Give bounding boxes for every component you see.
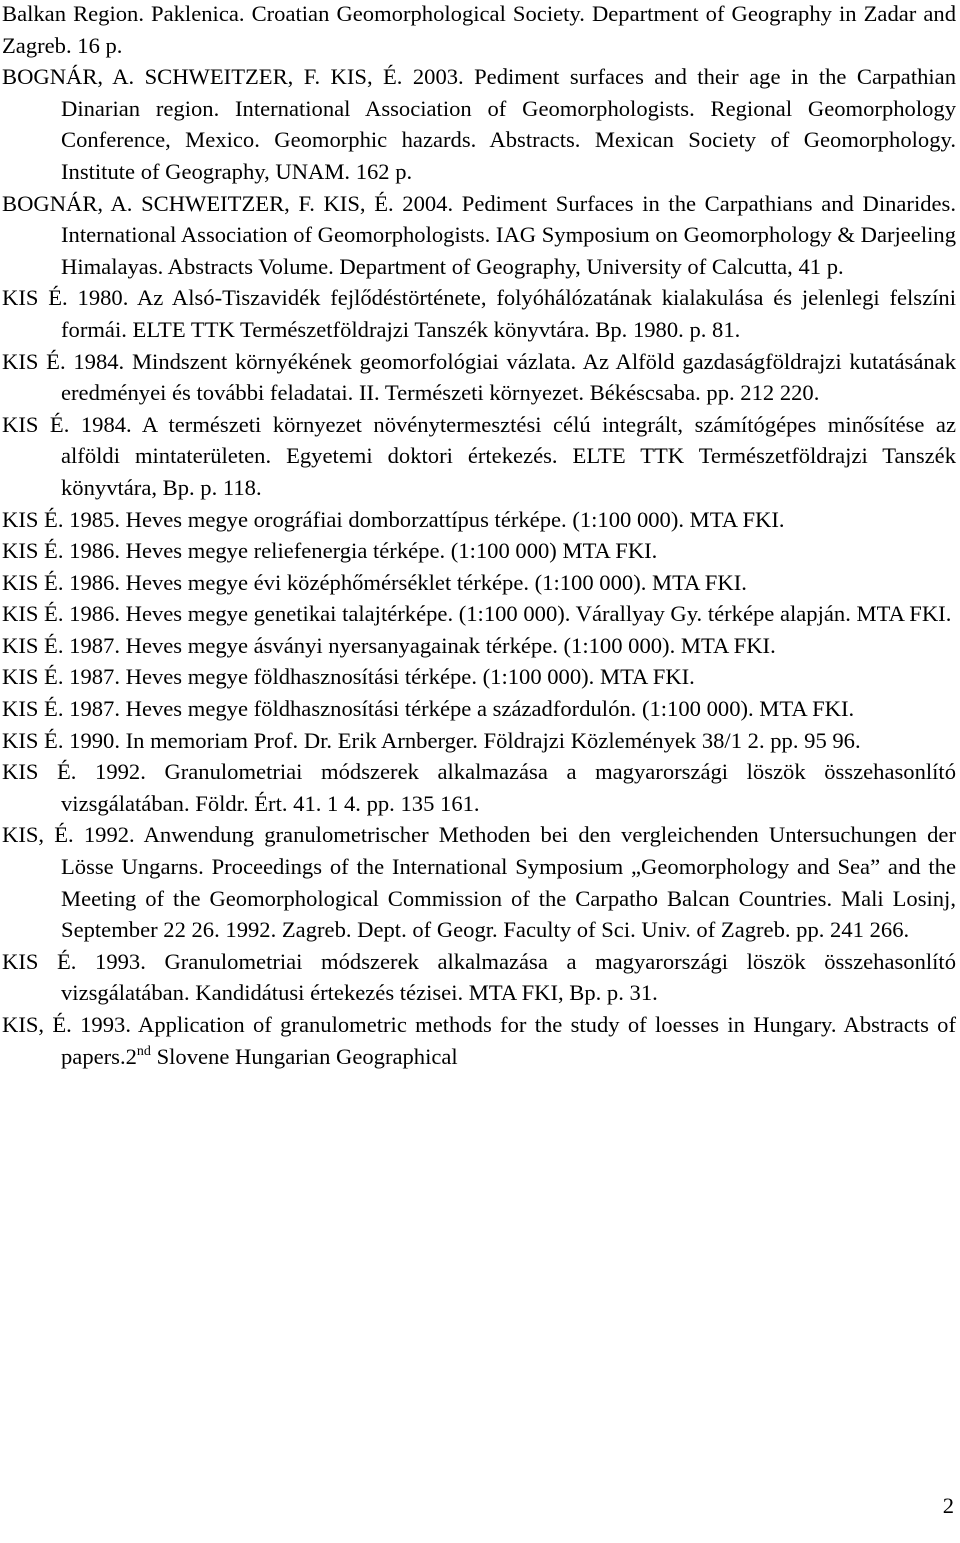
reference-item: KIS É. 1986. Heves megye évi középhőmérséklet térképe. (1:100 000). MTA FKI. [2, 569, 747, 595]
page-number: 2 [942, 1493, 954, 1518]
reference-text: KIS, É. 1993. Application of granulometric methods for the study of loesses in Hungary. Abstracts of papers.2 [2, 1012, 956, 1069]
reference-item: KIS, É. 1992. Anwendung granulometrischer Methoden bei den vergleichenden Untersuchungen der Lösse Ungarns. Proceedings of the International Symposium „Geomorphology and Sea” and the Meeting of the Geomorphological Commission of the Carpatho Balcan Countries. Mali Losinj, September 22 26. 1992. Zagreb. Dept. of Geogr. Faculty of Sci. Univ. of Zagreb. pp. 241 266. [2, 822, 956, 943]
reference-item: KIS É. 1992. Granulometriai módszerek alkalmazása a magyarországi löszök összehasonlító vizsgálatában. Földr. Ért. 41. 1 4. pp. 135 161. [2, 759, 956, 816]
reference-item: KIS É. 1987. Heves megye földhasznosítási térképe. (1:100 000). MTA FKI. [2, 664, 695, 690]
reference-list [2, 0, 956, 1072]
reference-item: KIS É. 1984. A természeti környezet növénytermesztési célú integrált, számítógépes minősítése az alföldi mintaterületen. Egyetemi doktori értekezés. ELTE TTK Természetföldrajzi Tanszék könyvtára, Bp. p. 118. [2, 411, 956, 500]
reference-item: BOGNÁR, A. SCHWEITZER, F. KIS, É. 2004. Pediment Surfaces in the Carpathians and Dinarides. International Association of Geomorphologists. IAG Symposium on Geomorphology & Darjeeling Himalayas. Abstracts Volume. Department of Geography, University of Calcutta, 41 p. [2, 190, 956, 279]
reference-item: Balkan Region. Paklenica. Croatian Geomorphological Society. Department of Geography in Zadar and Zagreb. 16 p. [2, 1, 956, 58]
reference-item: KIS É. 1984. Mindszent környékének geomorfológiai vázlata. Az Alföld gazdaságföldrajzi kutatásának eredményei és további feladatai. II. Természeti környezet. Békéscsaba. pp. 212 220. [2, 348, 956, 406]
reference-item: KIS É. 1987. Heves megye földhasznosítási térképe a századfordulón. (1:100 000). MTA FKI. [2, 696, 855, 722]
reference-item: KIS É. 1990. In memoriam Prof. Dr. Erik Arnberger. Földrajzi Közlemények 38/1 2. pp. 95 96. [2, 727, 861, 753]
reference-item: KIS É. 1985. Heves megye orográfiai domborzattípus térképe. (1:100 000). MTA FKI. [2, 506, 785, 532]
reference-item [2, 1009, 956, 1072]
reference-item: KIS É. 1987. Heves megye ásványi nyersanyagainak térképe. (1:100 000). MTA FKI. [2, 632, 776, 658]
reference-item: KIS É. 1986. Heves megye reliefenergia térképe. (1:100 000) MTA FKI. [2, 538, 658, 564]
reference-item: BOGNÁR, A. SCHWEITZER, F. KIS, É. 2003. Pediment surfaces and their age in the Carpathian Dinarian region. International Association of Geomorphologists. Regional Geomorphology Conference, Mexico. Geomorphic hazards. Abstracts. Mexican Society of Geomorphology. Institute of Geography, UNAM. 162 p. [2, 64, 956, 184]
reference-item: KIS É. 1993. Granulometriai módszerek alkalmazása a magyarországi löszök összehasonlító vizsgálatában. Kandidátusi értekezés tézisei. MTA FKI, Bp. p. 31. [2, 948, 956, 1006]
reference-item: KIS É. 1986. Heves megye genetikai talajtérképe. (1:100 000). Várallyay Gy. térképe alapján. MTA FKI. [2, 601, 952, 627]
ordinal-superscript: nd [136, 1043, 151, 1059]
reference-text-tail: Slovene Hungarian Geographical [150, 1043, 458, 1069]
reference-item: KIS É. 1980. Az Alsó-Tiszavidék fejlődéstörténete, folyóhálózatának kialakulása és jelenlegi felszíni formái. ELTE TTK Természetföldrajzi Tanszék könyvtára. Bp. 1980. p. 81. [2, 285, 956, 342]
